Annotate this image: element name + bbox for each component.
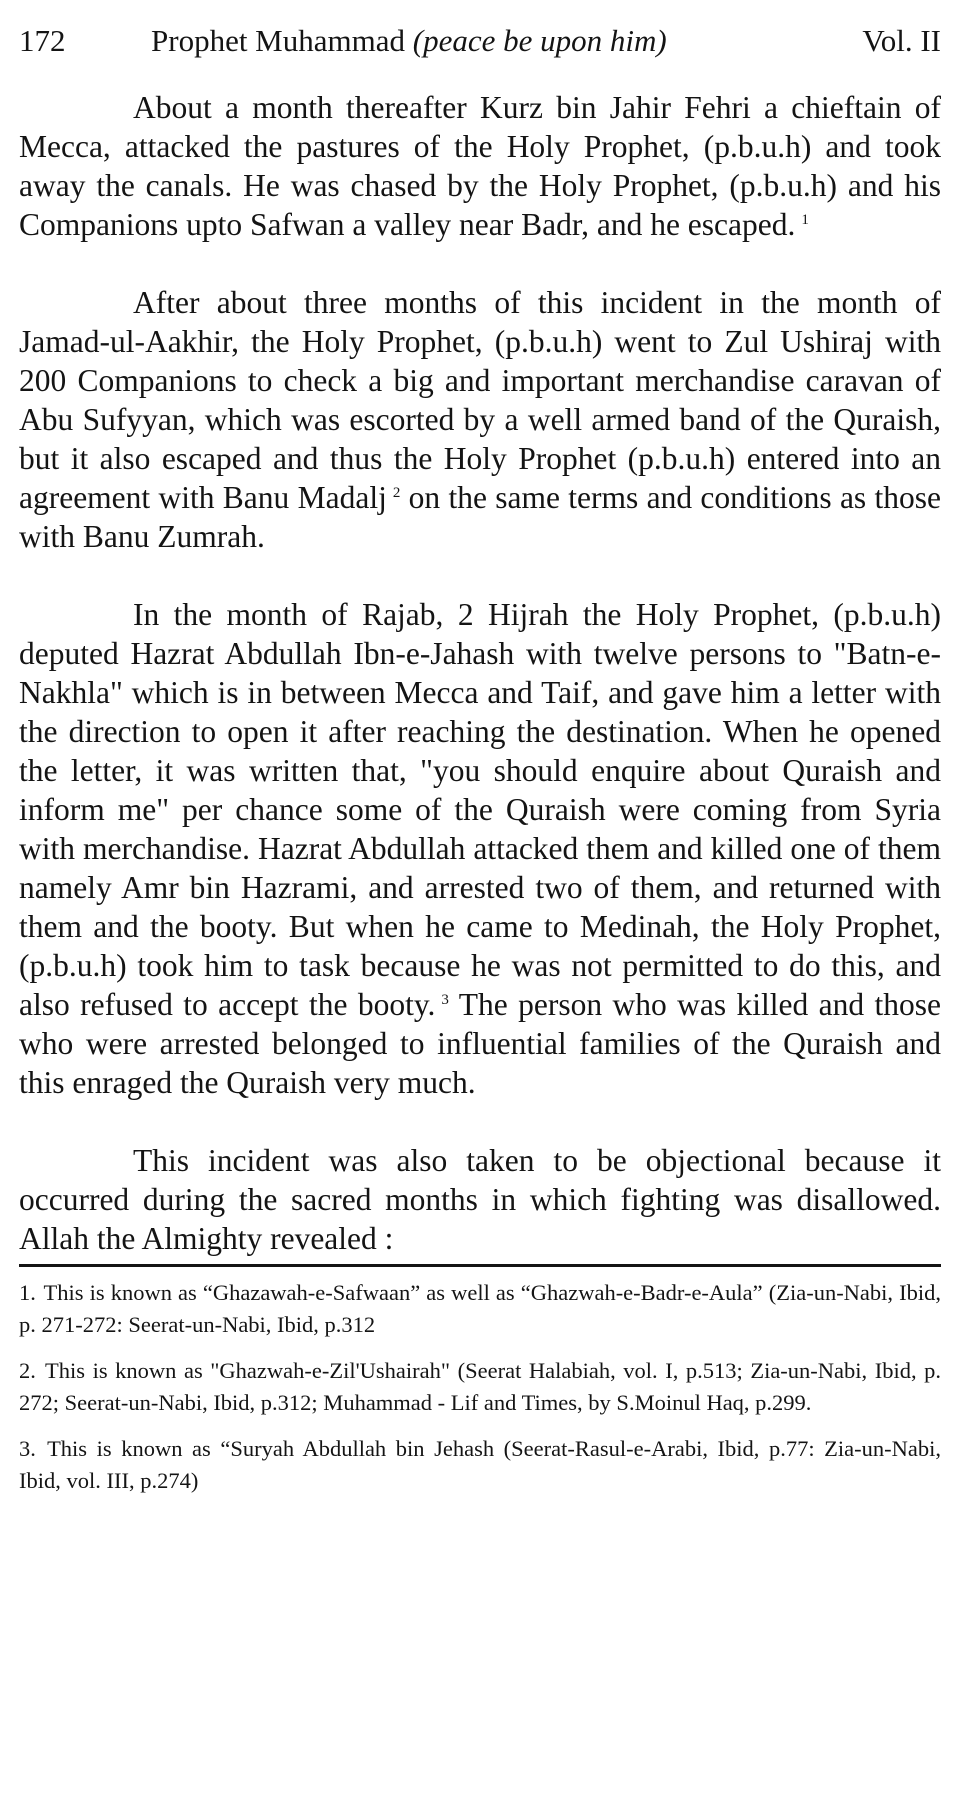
paragraph-text-continued: on the same terms and conditions as those with Banu Zumrah. <box>19 480 941 554</box>
paragraph-1 <box>19 88 941 244</box>
paragraph-text: This incident was also taken to be objectional because it occurred during the sacred months in which fighting was disallowed. Allah the Almighty revealed : <box>19 1143 941 1256</box>
footnote-1 <box>19 1277 941 1341</box>
footnote-number: 1. <box>19 1280 36 1305</box>
footnote-text: This is known as "Ghazwah-e-Zil'Ushairah" (Seerat Halabiah, vol. I, p.513; Zia-un-Nabi, Ibid, p. 272; Seerat-un-Nabi, Ibid, p.312; Muhammad - Lif and Times, by S.Moinul Haq, p.299. <box>19 1358 942 1415</box>
book-title-italic: (peace be upon him) <box>412 23 667 58</box>
running-head <box>19 22 941 70</box>
volume-label: Vol. II <box>862 23 941 58</box>
footnote-number: 2. <box>19 1358 36 1383</box>
footnote-text: This is known as “Ghazawah-e-Safwaan” as well as “Ghazwah-e-Badr-e-Aula” (Zia-un-Nabi, Ibid, p. 271-272: Seerat-un-Nabi, Ibid, p.312 <box>19 1280 941 1337</box>
paragraph-text: About a month thereafter Kurz bin Jahir Fehri a chieftain of Mecca, attacked the pastures of the Holy Prophet, (p.b.u.h) and took away the canals. He was chased by the Holy Prophet, (p.b.u.h) and his Companions upto Safwan a valley near Badr, and he escaped. <box>19 90 941 242</box>
footnote-number: 3. <box>19 1436 36 1461</box>
footnote-reference: 2 <box>392 484 401 501</box>
body-text <box>19 88 941 1258</box>
footnote-reference: 1 <box>801 211 809 228</box>
footnote-2 <box>19 1355 941 1419</box>
footnote-text: This is known as “Suryah Abdullah bin Jehash (Seerat-Rasul-e-Arabi, Ibid, p.77: Zia-un-Nabi, Ibid, vol. III, p.274) <box>19 1436 942 1493</box>
paragraph-text: In the month of Rajab, 2 Hijrah the Holy Prophet, (p.b.u.h) deputed Hazrat Abdullah Ibn-e-Jahash with twelve persons to "Batn-e-Nakhla" which is in between Mecca and Taif, and gave him a letter with the direction to open it after reaching the destination. When he opened the letter, it was written that, "you should enquire about Quraish and inform me" per chance some of the Quraish were coming from Syria with merchandise. Hazrat Abdullah attacked them and killed one of them namely Amr bin Hazrami, and arrested two of them, and returned with them and the booty. But when he came to Medinah, the Holy Prophet, (p.b.u.h) took him to task because he was not permitted to do this, and also refused to accept the booty. <box>19 597 941 1022</box>
page-number: 172 <box>19 23 66 58</box>
book-title <box>119 22 862 60</box>
footnote-3 <box>19 1433 941 1497</box>
footnotes <box>19 1277 941 1497</box>
paragraph-text: After about three months of this incident in the month of Jamad-ul-Aakhir, the Holy Prophet, (p.b.u.h) went to Zul Ushiraj with 200 Companions to check a big and important merchandise caravan of Abu Sufyyan, which was escorted by a well armed band of the Quraish, but it also escaped and thus the Holy Prophet (p.b.u.h) entered into an agreement with Banu Madalj <box>19 285 941 515</box>
paragraph-4 <box>19 1141 941 1258</box>
paragraph-text-continued: The person who was killed and those who were arrested belonged to influential families of the Quraish and this enraged the Quraish very much. <box>19 987 941 1100</box>
book-title-main: Prophet Muhammad <box>151 23 413 58</box>
footnote-divider <box>19 1264 941 1267</box>
footnote-reference: 3 <box>441 991 449 1008</box>
paragraph-2 <box>19 283 941 556</box>
paragraph-3 <box>19 595 941 1102</box>
